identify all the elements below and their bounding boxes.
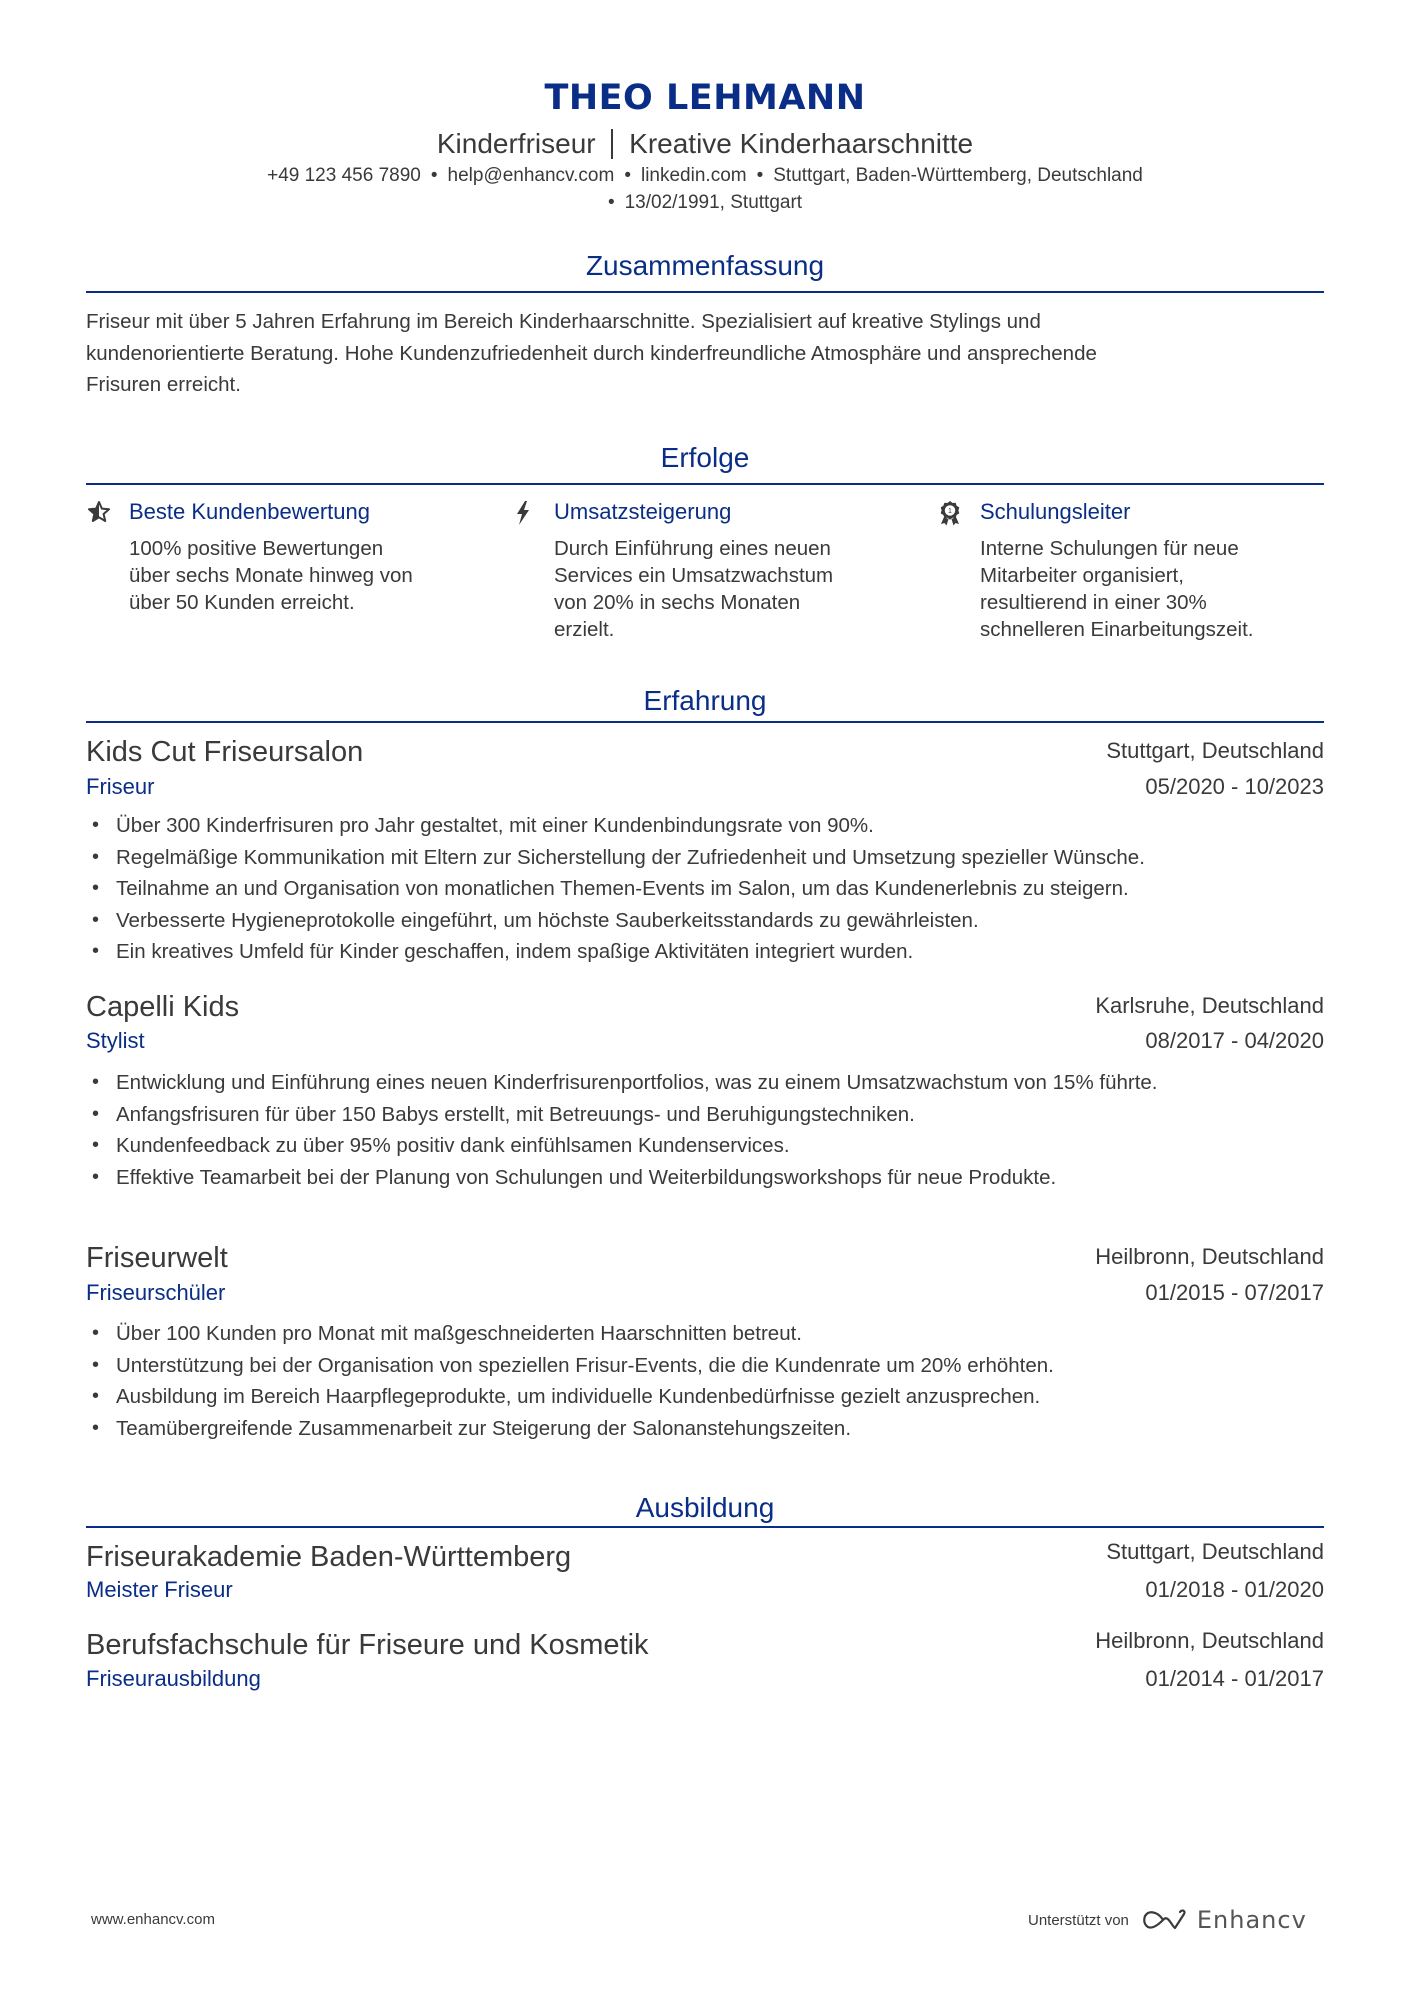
job-company: Kids Cut Friseursalon bbox=[86, 736, 364, 768]
location: Stuttgart, Baden-Württemberg, Deutschland bbox=[773, 165, 1143, 186]
description-line: 100% positive Bewertungen bbox=[129, 537, 384, 560]
bullet-item: • Ein kreatives Umfeld für Kinder geschaffen, indem spaßige Aktivitäten integriert wurden. bbox=[86, 936, 1324, 968]
education-degree: Friseurausbildung bbox=[86, 1666, 261, 1691]
job-location: Heilbronn, Deutschland bbox=[1095, 1244, 1324, 1269]
achievement-title: Umsatzsteigerung bbox=[554, 499, 732, 524]
linkedin-link[interactable]: linkedin.com bbox=[640, 165, 747, 186]
education-degree: Meister Friseur bbox=[86, 1577, 233, 1602]
title-secondary: Kreative Kinderhaarschnitte bbox=[629, 128, 974, 159]
description-line: von 20% in sechs Monaten bbox=[554, 591, 801, 614]
bullet-item: • Kundenfeedback zu über 95% positiv dank einfühlsamen Kundenservices. bbox=[86, 1130, 1286, 1162]
section-divider bbox=[86, 291, 1324, 293]
bullet-item: • Teamübergreifende Zusammenarbeit zur Steigerung der Salonanstehungszeiten. bbox=[86, 1413, 1324, 1445]
education-school: Berufsfachschule für Friseure und Kosmetik bbox=[86, 1629, 649, 1661]
achievement-title: Beste Kundenbewertung bbox=[129, 499, 370, 524]
bullet-item: • Ausbildung im Bereich Haarpflegeprodukte, um individuelle Kundenbedürfnisse gezielt anzusprechen. bbox=[86, 1381, 1324, 1413]
education-dates: 01/2014 - 01/2017 bbox=[1145, 1666, 1324, 1691]
achievement-description bbox=[554, 535, 894, 643]
job-dates: 08/2017 - 04/2020 bbox=[1145, 1028, 1324, 1053]
bullet-item: • Über 300 Kinderfrisuren pro Jahr gestaltet, mit einer Kundenbindungsrate von 90%. bbox=[86, 810, 1324, 842]
description-line: über sechs Monate hinweg von bbox=[129, 564, 413, 587]
job-bullets bbox=[86, 810, 1324, 968]
title-primary: Kinderfriseur bbox=[436, 128, 596, 159]
education-dates: 01/2018 - 01/2020 bbox=[1145, 1577, 1324, 1602]
candidate-title bbox=[0, 127, 1410, 161]
job-location: Stuttgart, Deutschland bbox=[1106, 738, 1324, 763]
job-dates: 01/2015 - 07/2017 bbox=[1145, 1280, 1324, 1305]
contact-line bbox=[0, 164, 1410, 188]
bullet-item: • Teilnahme an und Organisation von monatlichen Themen-Events im Salon, um das Kundenerlebnis zu steigern. bbox=[86, 873, 1324, 905]
achievement-description bbox=[980, 535, 1320, 643]
bullet-item: • Effektive Teamarbeit bei der Planung von Schulungen und Weiterbildungsworkshops für neue Produkte. bbox=[86, 1162, 1286, 1194]
achievement-title: Schulungsleiter bbox=[980, 499, 1131, 524]
job-bullets bbox=[86, 1318, 1324, 1444]
star-half-icon bbox=[87, 500, 109, 524]
lightning-icon bbox=[512, 500, 534, 524]
separator-dot: • bbox=[756, 165, 764, 186]
bullet-item: • Über 100 Kunden pro Monat mit maßgeschneiderten Haarschnitten betreut. bbox=[86, 1318, 1324, 1350]
section-divider bbox=[86, 721, 1324, 723]
achievement-description bbox=[129, 535, 469, 616]
job-location: Karlsruhe, Deutschland bbox=[1095, 993, 1324, 1018]
footer-website-link[interactable]: www.enhancv.com bbox=[91, 1911, 215, 1928]
section-divider bbox=[86, 483, 1324, 485]
description-line: Interne Schulungen für neue bbox=[980, 537, 1239, 560]
description-line: Durch Einführung eines neuen bbox=[554, 537, 831, 560]
summary-line: kundenorientierte Beratung. Hohe Kundenzufriedenheit durch kinderfreundliche Atmosphäre und ansprechende bbox=[86, 341, 1097, 365]
section-heading-summary: Zusammenfassung bbox=[585, 250, 825, 281]
birth-line bbox=[0, 191, 1410, 215]
candidate-name: THEO LEHMANN bbox=[544, 78, 866, 118]
description-line: schnelleren Einarbeitungszeit. bbox=[980, 618, 1254, 641]
job-dates: 05/2020 - 10/2023 bbox=[1145, 774, 1324, 799]
enhancv-logo-icon bbox=[1141, 1908, 1187, 1932]
section-heading-education: Ausbildung bbox=[635, 1492, 775, 1523]
section-heading-experience: Erfahrung bbox=[643, 685, 767, 716]
svg-text:1: 1 bbox=[948, 508, 952, 515]
education-location: Stuttgart, Deutschland bbox=[1106, 1539, 1324, 1564]
separator-dot: • bbox=[430, 165, 438, 186]
bullet-item: • Unterstützung bei der Organisation von speziellen Frisur-Events, die die Kundenrate um 20% erhöhten. bbox=[86, 1350, 1324, 1382]
job-company: Friseurwelt bbox=[86, 1242, 228, 1274]
description-line: erzielt. bbox=[554, 618, 615, 641]
section-divider bbox=[86, 1526, 1324, 1528]
phone: +49 123 456 7890 bbox=[267, 165, 421, 186]
description-line: über 50 Kunden erreicht. bbox=[129, 591, 355, 614]
title-separator bbox=[611, 129, 613, 159]
bullet-item: • Regelmäßige Kommunikation mit Eltern zur Sicherstellung der Zufriedenheit und Umsetzung spezieller Wünsche. bbox=[86, 842, 1324, 874]
description-line: resultierend in einer 30% bbox=[980, 591, 1207, 614]
summary-text bbox=[86, 306, 1324, 401]
description-line: Services ein Umsatzwachstum bbox=[554, 564, 834, 587]
brand-name: Enhancv bbox=[1196, 1906, 1307, 1934]
summary-line: Frisuren erreicht. bbox=[86, 373, 241, 396]
bullet-item: • Entwicklung und Einführung eines neuen Kinderfrisurenportfolios, was zu einem Umsatzwachstum von 15% führte. bbox=[86, 1067, 1286, 1099]
job-bullets bbox=[86, 1067, 1286, 1193]
powered-by-label: Unterstützt von bbox=[1028, 1911, 1129, 1929]
job-role: Friseur bbox=[86, 774, 155, 799]
job-company: Capelli Kids bbox=[86, 991, 240, 1023]
summary-line: Friseur mit über 5 Jahren Erfahrung im Bereich Kinderhaarschnitte. Spezialisiert auf kreative Stylings und bbox=[86, 310, 1041, 333]
job-role: Friseurschüler bbox=[86, 1280, 226, 1305]
bullet-item: • Verbesserte Hygieneprotokolle eingeführt, um höchste Sauberkeitsstandards zu gewährleisten. bbox=[86, 905, 1324, 937]
separator-dot: • bbox=[624, 165, 631, 186]
email-link[interactable]: help@enhancv.com bbox=[447, 165, 615, 186]
bullet-item: • Anfangsfrisuren für über 150 Babys erstellt, mit Betreuungs- und Beruhigungstechniken. bbox=[86, 1099, 1286, 1131]
section-heading-achievements: Erfolge bbox=[660, 442, 750, 473]
description-line: Mitarbeiter organisiert, bbox=[980, 564, 1184, 587]
footer-powered-by bbox=[1028, 1905, 1307, 1935]
job-role: Stylist bbox=[86, 1028, 145, 1053]
separator-dot: • bbox=[607, 192, 615, 213]
education-location: Heilbronn, Deutschland bbox=[1095, 1628, 1324, 1653]
birth-date: 13/02/1991, Stuttgart bbox=[624, 192, 803, 213]
award-medal-icon bbox=[938, 500, 960, 524]
education-school: Friseurakademie Baden-Württemberg bbox=[86, 1541, 572, 1573]
